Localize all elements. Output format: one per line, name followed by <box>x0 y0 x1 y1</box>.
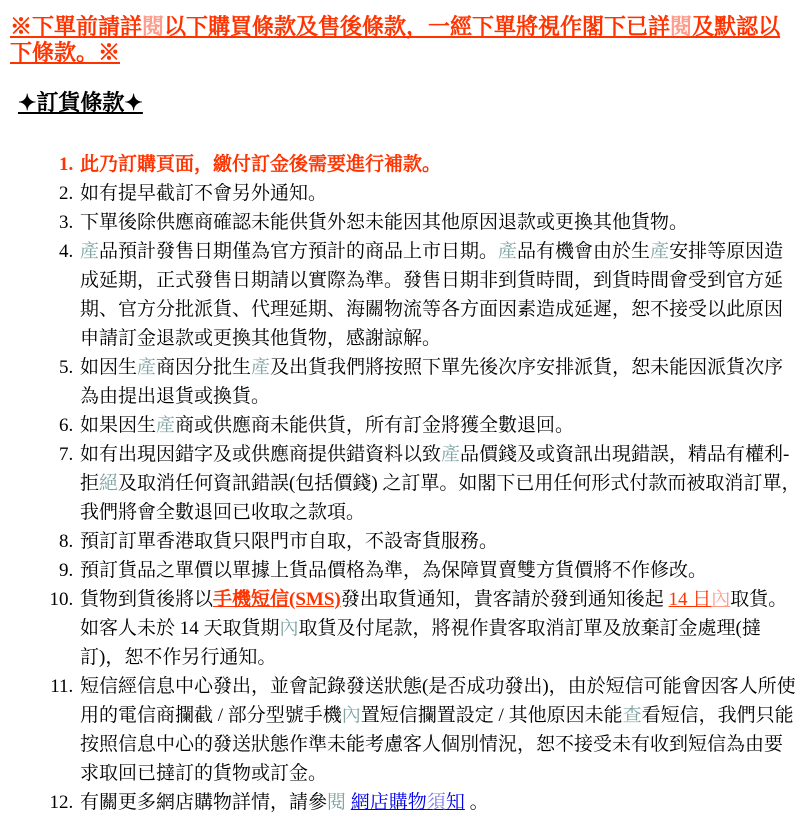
pre-order-notice-text <box>10 14 780 65</box>
term-text-segment: 此乃訂購頁面，繳付訂金後需要進行補款。 <box>80 154 442 175</box>
link-text-segment: 須 <box>426 792 446 813</box>
term-text-segment: 內 <box>711 589 731 610</box>
term-text-segment: 取貨及付尾款，將視作貴客取消訂單及放棄訂金處理(撻訂)，恕不作另行通知。 <box>80 618 761 668</box>
term-text-segment: 如果因生 <box>80 415 157 436</box>
term-text-segment: 產 <box>80 241 100 262</box>
term-text-segment: 閱 <box>327 792 347 813</box>
term-text-segment: 置短信攔置設定 / 其他原因未能 <box>360 705 623 726</box>
term-text-segment: 及默認以下條款。※ <box>10 14 781 65</box>
term-text-segment: 品預計發售日期僅為官方預計的商品上市日期。 <box>99 241 499 262</box>
term-text-segment: 品價錢及或資訊出現錯誤，精品有權利-拒 <box>80 444 790 494</box>
term-item <box>78 150 801 179</box>
term-item <box>78 179 801 208</box>
term-text-segment: 及出貨我們將按照下單先後次序安排派貨，恕未能因派貨次序為由提出退貨或換貨。 <box>80 357 784 407</box>
term-text-segment: 有關更多網店購物詳情，請參 <box>80 792 328 813</box>
term-text-segment: 絕 <box>99 473 119 494</box>
term-text-segment: 產 <box>156 415 176 436</box>
term-text-segment: 看短信，我們只能按照信息中心的發送狀態作準未能考慮客人個別情況，恕不接受未有收到短信為由要求取回已撻訂的貨物或訂金。 <box>80 705 794 784</box>
term-text-segment: 發出取貨通知，貴客請於發到通知後起 <box>340 589 669 610</box>
term-text-segment: 短信經信息中心發出，並會記錄發送狀態(是否成功發出)，由於短信可能會因客人所使用的電信商攔截 / 部分型號手機 <box>80 676 796 726</box>
term-item <box>78 237 801 353</box>
term-text-segment: 手機短信(SMS) <box>213 589 341 610</box>
term-text-segment: 內 <box>341 705 361 726</box>
term-item <box>78 788 801 817</box>
term-text-segment: 產 <box>251 357 271 378</box>
term-item <box>78 556 801 585</box>
term-text-segment: 下單後除供應商確認未能供貨外恕未能因其他原因退款或更換其他貨物。 <box>80 212 689 233</box>
term-text-segment: 閱 <box>670 14 693 39</box>
store-shopping-notice-link[interactable] <box>351 792 465 813</box>
term-text-segment: 如因生 <box>80 357 138 378</box>
term-text-segment: 產 <box>137 357 157 378</box>
term-item <box>78 353 801 411</box>
term-text-segment: 商因分批生 <box>156 357 252 378</box>
term-text-segment: 安排等原因造成延期，正式發售日期請以實際為準。發售日期非到貨時間，到貨時間會受到官方延期、官方分批派貨、代理延期、海關物流等各方面因素造成延遲，恕不接受以此原因申請訂金退款或更換其他貨物，感謝諒解。 <box>80 241 784 349</box>
term-item <box>78 208 801 237</box>
term-text-segment: 如有提早截訂不會另外通知。 <box>80 183 328 204</box>
term-item <box>78 527 801 556</box>
term-text-segment: 閱 <box>142 14 165 39</box>
term-item <box>78 440 801 527</box>
term-text-segment: 產 <box>498 241 518 262</box>
order-terms-heading <box>18 90 801 116</box>
term-item <box>78 672 801 788</box>
term-text-segment: 如有出現因錯字及或供應商提供錯資料以致 <box>80 444 442 465</box>
term-text-segment: 貨物到貨後將以 <box>80 589 214 610</box>
term-text-segment: 產 <box>441 444 461 465</box>
link-text-segment: 網店購物 <box>350 792 427 813</box>
term-text-segment: 取貨。如客人未於 14 天取貨期 <box>80 589 788 639</box>
term-text-segment: 品有機會由於生 <box>517 241 651 262</box>
term-text-segment: 。 <box>464 792 489 813</box>
term-item <box>78 585 801 672</box>
terms-list <box>8 150 801 817</box>
term-text-segment: 商或供應商未能供貨，所有訂金將獲全數退回。 <box>175 415 575 436</box>
term-text-segment: 預訂訂單香港取貨只限門市自取，不設寄貨服務。 <box>80 531 499 552</box>
term-text-segment: 以下購買條款及售後條款，一經下單將視作閣下已詳 <box>164 14 671 39</box>
term-text-segment: 預訂貨品之單價以單據上貨品價格為準，為保障買賣雙方貨價將不作修改。 <box>80 560 708 581</box>
term-text-segment: 內 <box>279 618 299 639</box>
term-text-segment: 查 <box>622 705 642 726</box>
pre-order-notice <box>10 14 801 66</box>
term-item <box>78 411 801 440</box>
order-terms-heading-text: ✦訂貨條款✦ <box>18 90 143 115</box>
term-text-segment: 及取消任何資訊錯誤(包括價錢) 之訂單。如閣下已用任何形式付款而被取消訂單，我們將會全數退回已收取之款項。 <box>80 473 801 523</box>
term-text-segment: 14 日 <box>668 589 712 610</box>
term-text-segment: 產 <box>650 241 670 262</box>
link-text-segment: 知 <box>445 792 465 813</box>
term-text-segment: ※下單前請詳 <box>10 14 143 39</box>
